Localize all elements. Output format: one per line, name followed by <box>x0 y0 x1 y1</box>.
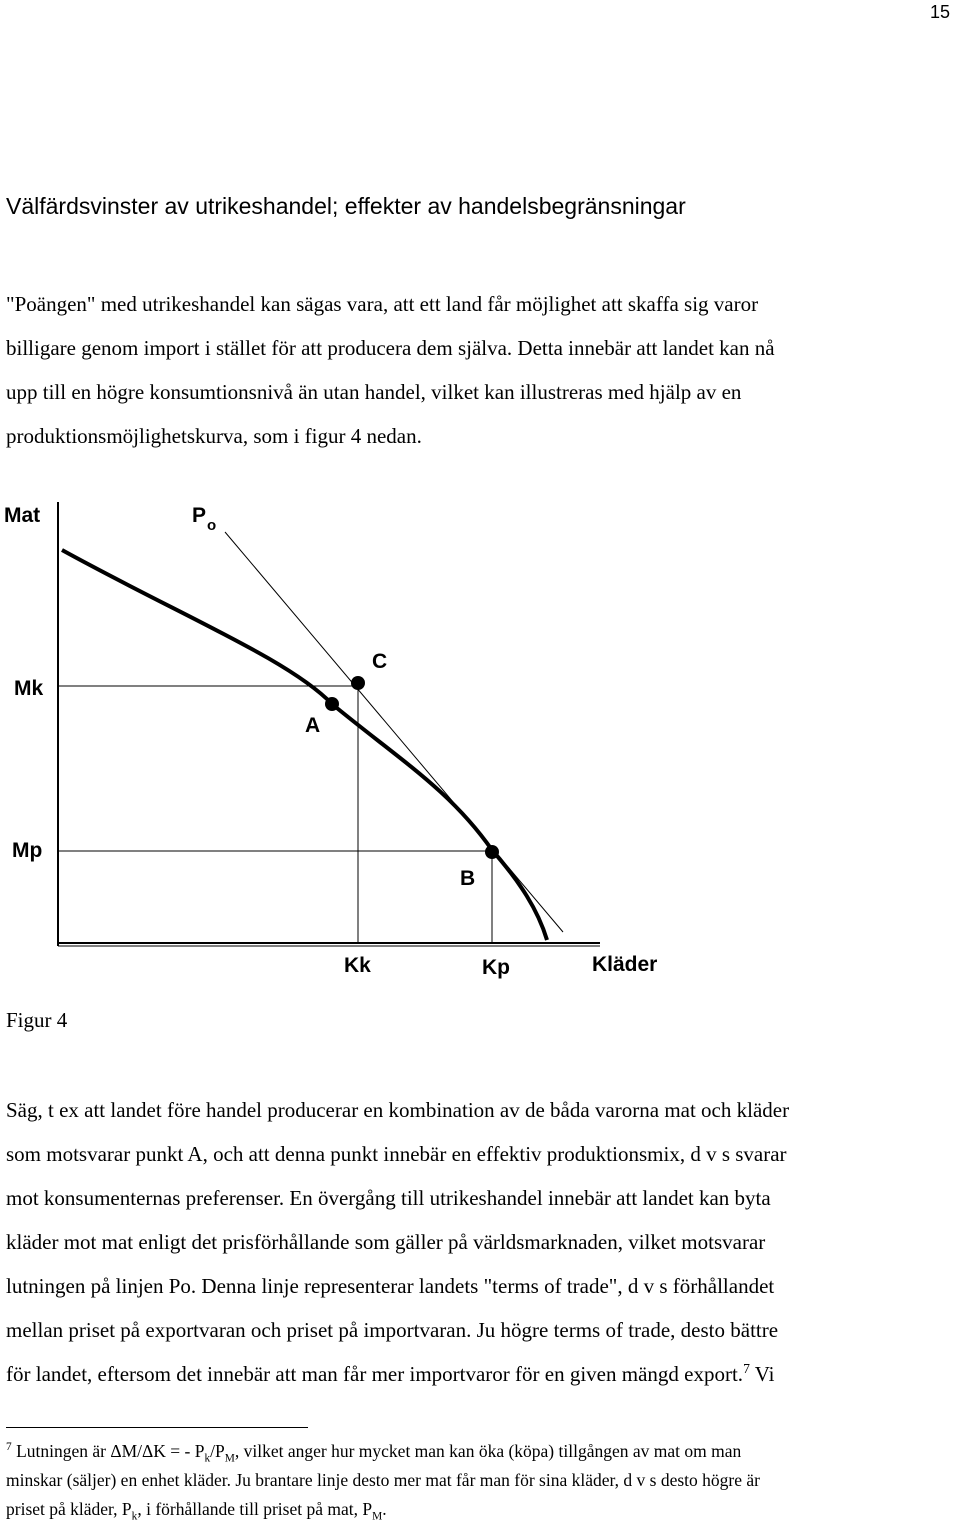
line-label-sub: o <box>207 517 217 534</box>
paragraph-line-text: för landet, eftersom det innebär att man får mer importvaror för en given mängd export. <box>6 1362 744 1386</box>
footnote-text: , i förhållande till priset på mat, P <box>137 1499 373 1519</box>
point-b-label: B <box>460 867 476 890</box>
paragraph-line: mellan priset på exportvaran och priset på importvaran. Ju högre terms of trade, desto bättre <box>6 1318 779 1342</box>
footnote-subscript: M <box>224 1452 235 1465</box>
footnote-line: minskar (säljer) en enhet kläder. Ju brantare linje desto mer mat får man för sina kläder, d v s desto högre är <box>6 1470 760 1490</box>
paragraph-line: "Poängen" med utrikeshandel kan sägas vara, att ett land får möjlighet att skaffa sig varor <box>6 292 759 316</box>
kk-label: Kk <box>344 954 371 977</box>
footnote-line <box>6 1437 956 1466</box>
figure-caption: Figur 4 <box>6 1008 68 1032</box>
point-a-label: A <box>305 714 321 737</box>
body-paragraph <box>6 1088 958 1396</box>
paragraph-line: upp till en högre konsumtionsnivå än utan handel, vilket kan illustreras med hjälp av en <box>6 380 742 404</box>
figure-diagram <box>0 490 700 990</box>
footnote-text: /P <box>210 1441 225 1461</box>
paragraph-line: billigare genom import i stället för att producera dem själva. Detta innebär att landet kan nå <box>6 336 775 360</box>
paragraph-line: som motsvarar punkt A, och att denna punkt innebär en effektiv produktionsmix, d v s svarar <box>6 1142 787 1166</box>
intro-paragraph <box>6 282 956 458</box>
footnote-reference[interactable]: 7 <box>743 1361 750 1376</box>
x-axis-label: Kläder <box>592 953 658 976</box>
paragraph-line: produktionsmöjlighetskurva, som i figur 4 nedan. <box>6 424 422 448</box>
footnote-subscript: M <box>372 1510 383 1523</box>
footnote-text: Lutningen är ΔM/ΔK = - P <box>11 1441 205 1461</box>
kp-label: Kp <box>482 956 510 979</box>
paragraph-line <box>6 1352 958 1396</box>
mk-label: Mk <box>14 677 44 700</box>
paragraph-line: Säg, t ex att landet före handel producerar en kombination av de båda varorna mat och kläder <box>6 1098 790 1122</box>
paragraph-line-tail: Vi <box>749 1362 775 1386</box>
section-heading: Välfärdsvinster av utrikeshandel; effekter av handelsbegränsningar <box>6 193 686 219</box>
page-number: 15 <box>929 2 950 22</box>
paragraph-line: kläder mot mat enligt det prisförhållande som gäller på världsmarknaden, vilket motsvarar <box>6 1230 766 1254</box>
footnote-divider <box>6 1427 308 1428</box>
line-label-p: P <box>192 504 207 527</box>
point-c-label: C <box>372 650 388 673</box>
footnote-number: 7 <box>6 1441 12 1454</box>
point-a-marker <box>325 697 339 711</box>
footnote-subscript: k <box>204 1452 211 1465</box>
mp-label: Mp <box>12 839 43 862</box>
point-c-marker <box>351 676 365 690</box>
footnote <box>6 1437 956 1524</box>
footnote-text: priset på kläder, P <box>6 1499 132 1519</box>
paragraph-line: mot konsumenternas preferenser. En övergång till utrikeshandel innebär att landet kan byta <box>6 1186 771 1210</box>
footnote-subscript: k <box>131 1510 138 1523</box>
production-possibility-figure <box>0 490 700 990</box>
footnote-line <box>6 1495 956 1524</box>
footnote-text: . <box>382 1499 387 1519</box>
y-axis-label: Mat <box>4 504 41 527</box>
footnote-text: , vilket anger hur mycket man kan öka (köpa) tillgången av mat om man <box>234 1441 742 1461</box>
paragraph-line: lutningen på linjen Po. Denna linje representerar landets "terms of trade", d v s förhållandet <box>6 1274 775 1298</box>
point-b-marker <box>485 845 499 859</box>
